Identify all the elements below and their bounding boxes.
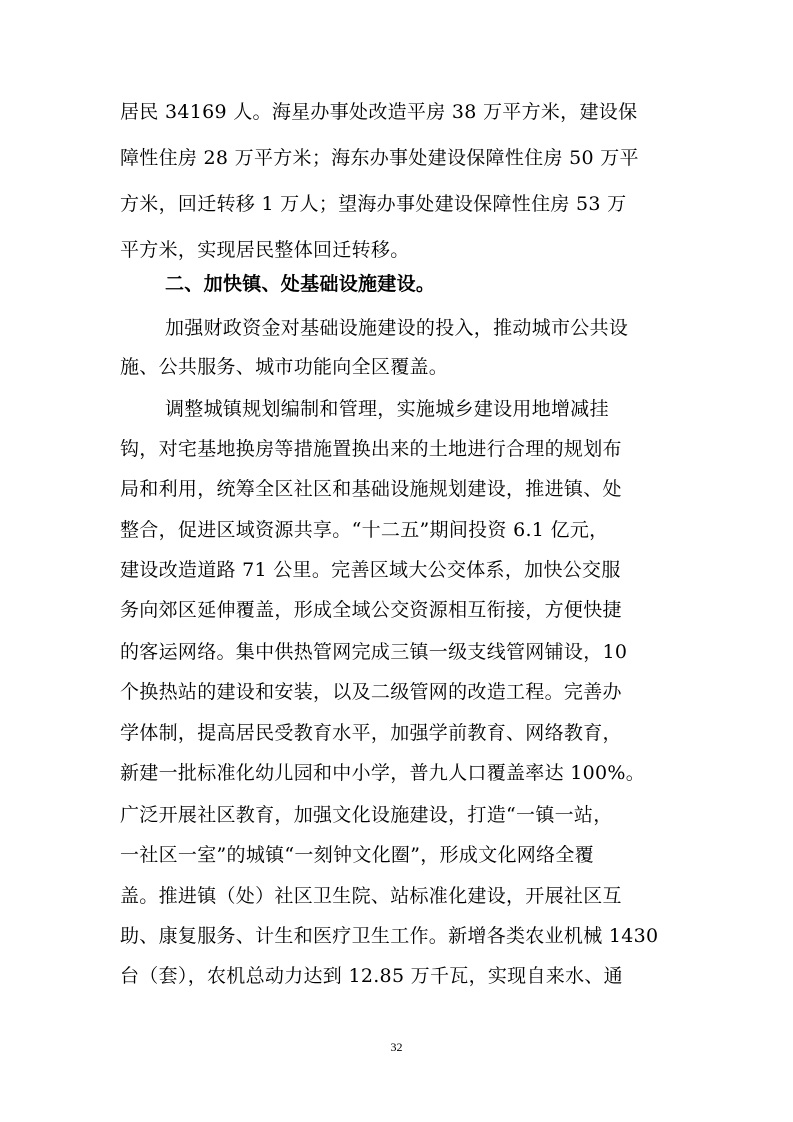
body-text-line: 的客运网络。集中供热管网完成三镇一级支线管网铺设，10 [120, 641, 628, 663]
body-text-line: 个换热站的建设和安装，以及二级管网的改造工程。完善办 [120, 681, 622, 703]
body-text-line: 新建一批标准化幼儿园和中小学，普九人口覆盖率达 100%。 [120, 762, 646, 784]
body-text-line: 平方米，实现居民整体回迁转移。 [120, 239, 410, 261]
body-text-line: 钩，对宅基地换房等措施置换出来的土地进行合理的规划布 [120, 438, 622, 460]
body-text-line: 方米，回迁转移 1 万人；望海办事处建设保障性住房 53 万 [120, 193, 627, 215]
body-text-line: 居民 34169 人。海星办事处改造平房 38 万平方米，建设保 [120, 101, 638, 123]
body-text-line: 施、公共服务、城市功能向全区覆盖。 [120, 356, 449, 378]
section-heading: 二、加快镇、处基础设施建设。 [165, 273, 436, 295]
body-text-line: 整合，促进区域资源共享。“十二五”期间投资 6.1 亿元， [120, 519, 609, 541]
page-number: 32 [390, 1040, 403, 1054]
paragraph-first-line: 加强财政资金对基础设施建设的投入，推动城市公共设 [165, 317, 629, 339]
body-text-line: 障性住房 28 万平方米；海东办事处建设保障性住房 50 万平 [120, 147, 639, 169]
body-text-line: 建设改造道路 71 公里。完善区域大公交体系，加快公交服 [120, 559, 621, 581]
body-text-line: 助、康复服务、计生和医疗卫生工作。新增各类农业机械 1430 [120, 925, 659, 947]
body-text-line: 务向郊区延伸覆盖，形成全域公交资源相互衔接，方便快捷 [120, 599, 622, 621]
body-text-line: 台（套），农机总动力达到 12.85 万千瓦，实现自来水、通 [120, 965, 623, 987]
paragraph-first-line: 调整城镇规划编制和管理，实施城乡建设用地增减挂 [165, 398, 609, 420]
body-text-line: 局和利用，统筹全区社区和基础设施规划建设，推进镇、处 [120, 478, 622, 500]
body-text-line: 盖。推进镇（处）社区卫生院、站标准化建设，开展社区互 [120, 885, 622, 907]
body-text-line: 一社区一室”的城镇“一刻钟文化圈”，形成文化网络全覆 [120, 844, 594, 866]
body-text-line: 学体制，提高居民受教育水平，加强学前教育、网络教育， [120, 722, 622, 744]
body-text-line: 广泛开展社区教育，加强文化设施建设，打造“一镇一站， [120, 804, 613, 826]
